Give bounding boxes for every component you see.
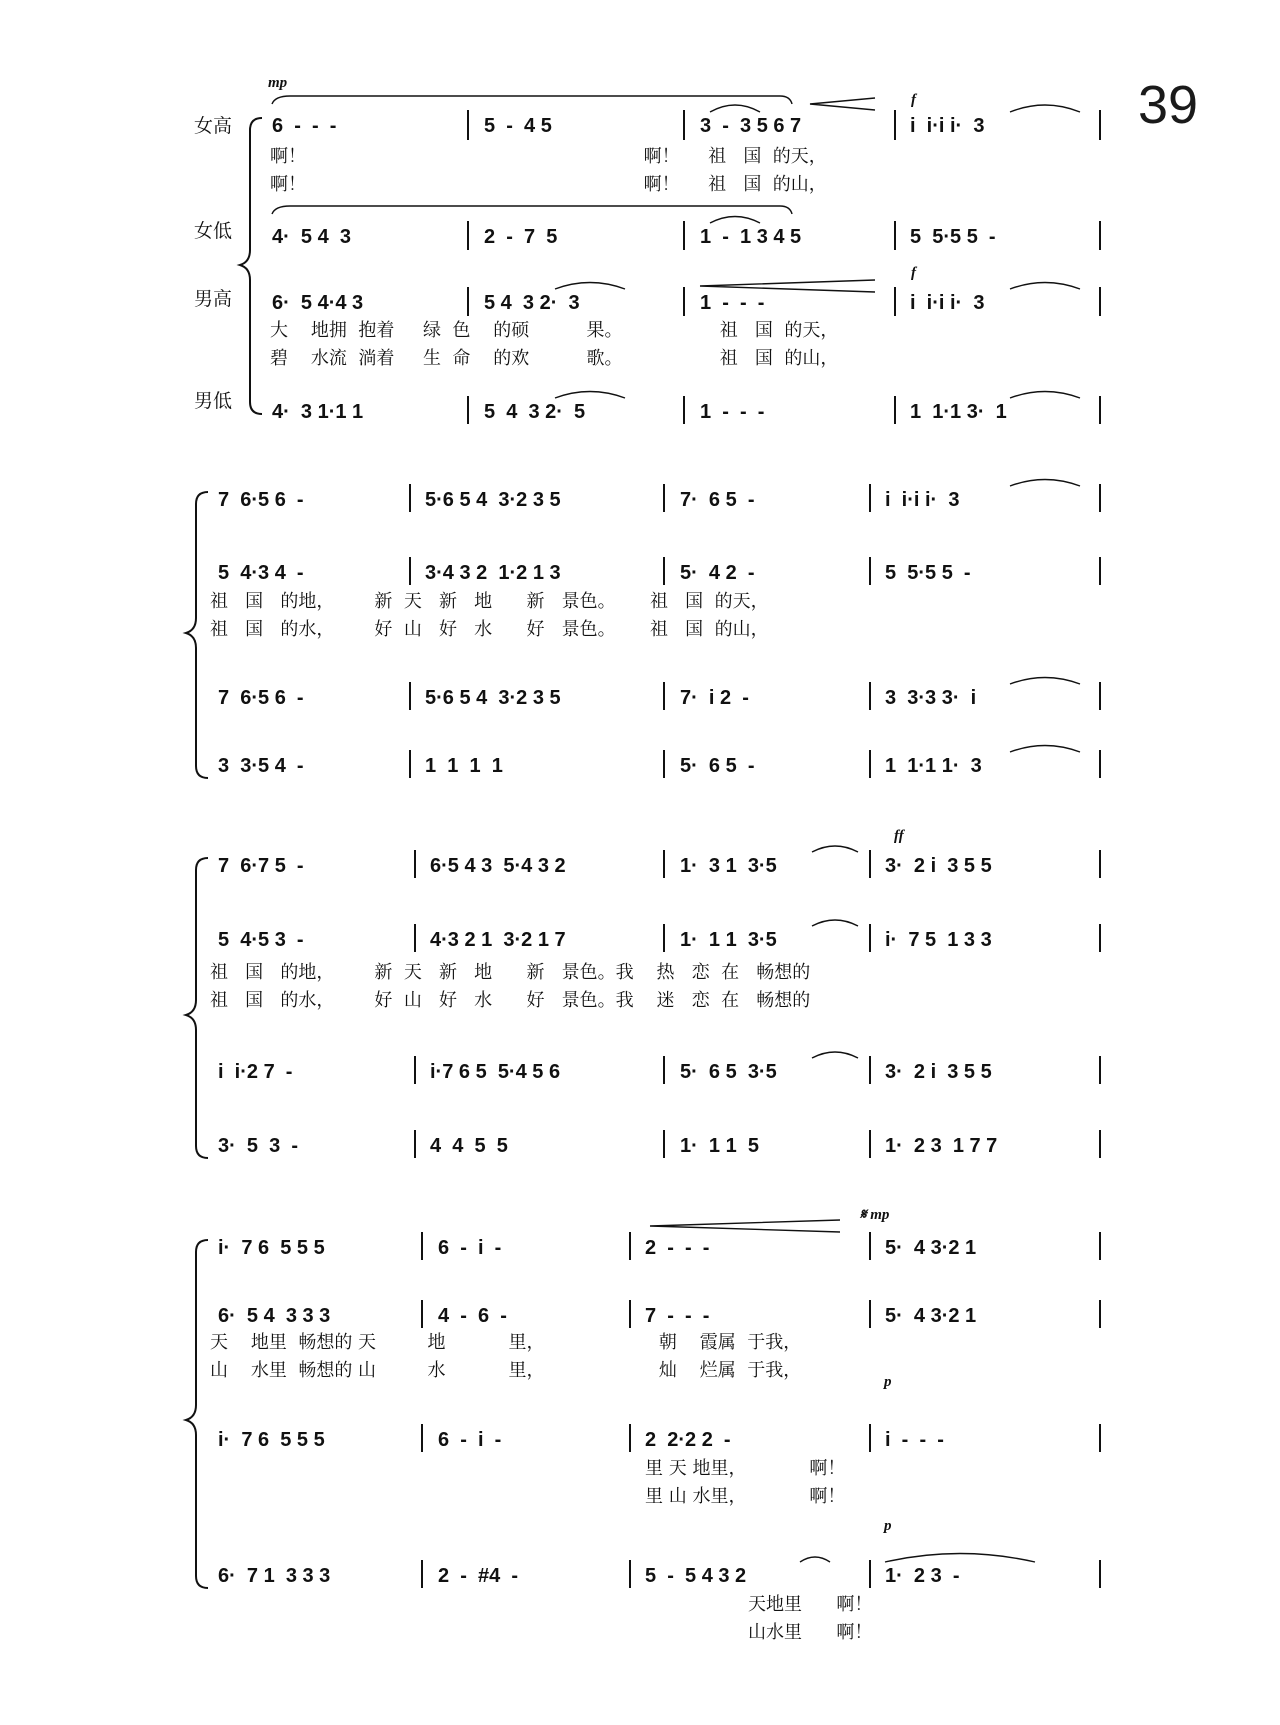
note-row: 2 - - - [645,1237,710,1259]
note-row: i i·i i· 3 [910,115,985,137]
note-row: 1 - - - [700,401,765,423]
note-row: 7 6·5 6 - [218,489,304,511]
lyric-line: 天 地里 畅想的 天 地 里， 朝 霞属 于我， [210,1332,802,1353]
note-row: 1 - - - [700,292,765,314]
note-row: 4· 5 4 3 [272,226,351,248]
note-row: 1· 3 1 3·5 [680,855,777,877]
lyric-line: 啊！ 啊！ 祖 国 的天， [270,146,827,167]
note-row: 5· 4 3·2 1 [885,1305,977,1327]
lyric-line: 祖 国 的地， 新 天 新 地 新 景色。我 热 恋 在 畅想的 [210,962,811,983]
note-row: 1· 1 1 3·5 [680,929,777,951]
note-row: 6· 5 4·4 3 [272,292,364,314]
note-row: 1 1·1 3· 1 [910,401,1007,423]
dynamic-ff: ff [894,828,904,844]
note-row: 2 2·2 2 - [645,1429,731,1451]
dynamic-p: p [884,1374,892,1390]
dynamic-mp: mp [268,75,288,91]
note-row: 3 3·3 3· i [885,687,977,709]
note-row: 3· 2 i 3 5 5 [885,855,992,877]
note-row: 4· 3 1·1 1 [272,401,364,423]
note-row: 5 5·5 5 - [885,562,971,584]
lyric-line: 大 地拥 抱着 绿 色 的硕 果。 祖 国 的天， [270,320,839,341]
page-number: 39 [1138,75,1199,135]
dynamic-f: f [911,92,916,108]
lyric-line: 里 天 地里， 啊！ [645,1458,846,1479]
note-row: 5 4·3 4 - [218,562,304,584]
note-row: 7· 6 5 - [680,489,755,511]
note-row: 5 - 5 4 3 2 [645,1565,747,1587]
note-row: 1· 1 1 5 [680,1135,759,1157]
note-row: 4·3 2 1 3·2 1 7 [430,929,566,951]
note-row: 3 - 3 5 6 7 [700,115,802,137]
part-label-soprano: 女高 [194,115,233,137]
note-row: 7 - - - [645,1305,710,1327]
note-row: 7 6·7 5 - [218,855,304,877]
note-row: 5 4 3 2· 5 [484,401,586,423]
note-row: 6 - i - [438,1429,502,1451]
note-row: 6·5 4 3 5·4 3 2 [430,855,566,877]
lyric-line: 里 山 水里， 啊！ [645,1486,846,1507]
note-row: 5 - 4 5 [484,115,552,137]
dynamic-f: f [911,265,916,281]
note-row: 1 1·1 1· 3 [885,755,982,777]
lyric-line: 山 水里 畅想的 山 水 里， 灿 烂属 于我， [210,1360,802,1381]
note-row: 5·6 5 4 3·2 3 5 [425,489,561,511]
note-row: i·7 6 5 5·4 5 6 [430,1061,561,1083]
note-row: 1· 2 3 - [885,1565,960,1587]
note-row: 5 5·5 5 - [910,226,996,248]
note-row: 3· 2 i 3 5 5 [885,1061,992,1083]
note-row: i· 7 5 1 3 3 [885,929,992,951]
note-row: 1 - 1 3 4 5 [700,226,802,248]
note-row: 6· 7 1 3 3 3 [218,1565,331,1587]
note-row: i i·2 7 - [218,1061,293,1083]
dynamic-segno-mp: 𝄋 mp [860,1207,890,1223]
note-row: 3·4 3 2 1·2 1 3 [425,562,561,584]
part-label-alto: 女低 [194,220,233,242]
note-row: 7· i 2 - [680,687,749,709]
lyric-line: 祖 国 的地， 新 天 新 地 新 景色。 祖 国 的天， [210,591,769,612]
note-row: i - - - [885,1429,944,1451]
note-row: 5· 4 3·2 1 [885,1237,977,1259]
note-row: 7 6·5 6 - [218,687,304,709]
note-row: 3· 5 3 - [218,1135,299,1157]
note-row: 1 1 1 1 [425,755,503,777]
lyric-line: 碧 水流 淌着 生 命 的欢 歌。 祖 国 的山， [270,348,839,369]
note-row: 5· 6 5 3·5 [680,1061,777,1083]
part-label-tenor: 男高 [194,288,233,310]
note-row: 2 - 7 5 [484,226,558,248]
note-row: 3 3·5 4 - [218,755,304,777]
note-row: i i·i i· 3 [910,292,985,314]
lyric-line: 祖 国 的水， 好 山 好 水 好 景色。 祖 国 的山， [210,619,769,640]
note-row: 6· 5 4 3 3 3 [218,1305,331,1327]
note-row: 5 4 3 2· 3 [484,292,580,314]
part-label-bass: 男低 [194,390,233,412]
note-row: 6 - - - [272,115,337,137]
lyric-line: 山水里 啊！ [748,1622,873,1643]
note-row: 2 - #4 - [438,1565,519,1587]
note-row: 6 - i - [438,1237,502,1259]
note-row: 5 4·5 3 - [218,929,304,951]
lyric-line: 天地里 啊！ [748,1594,873,1615]
note-row: i i·i i· 3 [885,489,960,511]
dynamic-p: p [884,1518,892,1534]
lyric-line: 祖 国 的水， 好 山 好 水 好 景色。我 迷 恋 在 畅想的 [210,990,811,1011]
note-row: 4 - 6 - [438,1305,507,1327]
note-row: i· 7 6 5 5 5 [218,1429,325,1451]
note-row: 5· 4 2 - [680,562,755,584]
note-row: i· 7 6 5 5 5 [218,1237,325,1259]
note-row: 4 4 5 5 [430,1135,508,1157]
note-row: 5· 6 5 - [680,755,755,777]
note-row: 5·6 5 4 3·2 3 5 [425,687,561,709]
lyric-line: 啊！ 啊！ 祖 国 的山， [270,174,827,195]
note-row: 1· 2 3 1 7 7 [885,1135,998,1157]
